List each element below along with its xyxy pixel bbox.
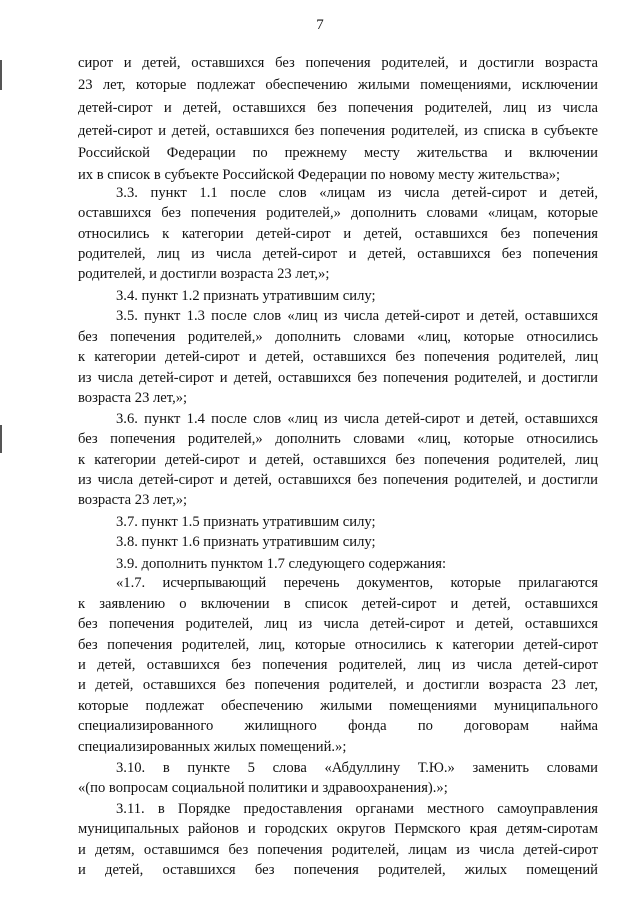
text-line: без попечения родителей, лиц из числа детей-сирот и детей, оставшихся bbox=[78, 616, 598, 632]
text-line: к заявлению о включении в список детей-сирот и детей, оставшихся bbox=[78, 596, 598, 612]
text-line: «(по вопросам социальной политики и здравоохранения).»; bbox=[78, 780, 448, 796]
text-line: их в список в субъекте Российской Федерации по новому месту жительства»; bbox=[78, 167, 561, 183]
text-line: 3.10. в пункте 5 слова «Абдуллину Т.Ю.» заменить словами bbox=[116, 760, 598, 776]
text-line: «1.7. исчерпывающий перечень документов, которые прилагаются bbox=[116, 575, 598, 591]
page-number: 7 bbox=[316, 17, 324, 33]
text-line: Российской Федерации по прежнему месту жительства и включении bbox=[78, 145, 598, 161]
text-line: без попечения родителей, лиц, которые относились к категории детей-сирот bbox=[78, 637, 598, 653]
left-edge-mark bbox=[0, 425, 2, 453]
text-line: и детей, оставшихся без попечения родителей, жилых помещений bbox=[78, 862, 598, 878]
text-line: из числа детей-сирот и детей, оставшихся без попечения родителей, и достигли bbox=[78, 472, 598, 488]
left-edge-mark bbox=[0, 60, 2, 90]
text-line: детей-сирот и детей, оставшихся без попечения родителей, лиц из числа bbox=[78, 100, 598, 116]
text-line: без попечения родителей,» дополнить словами «лиц, которые относились bbox=[78, 329, 598, 345]
text-line: к категории детей-сирот и детей, оставшихся без попечения родителей, лиц bbox=[78, 452, 598, 468]
text-line: сирот и детей, оставшихся без попечения родителей, и достигли возраста bbox=[78, 55, 598, 71]
text-line: 3.3. пункт 1.1 после слов «лицам из числа детей-сирот и детей, bbox=[116, 185, 598, 201]
text-line: 3.11. в Порядке предоставления органами местного самоуправления bbox=[116, 801, 598, 817]
text-line: 23 лет, которые подлежат обеспечению жилыми помещениями, исключении bbox=[78, 77, 598, 93]
text-line: к категории детей-сирот и детей, оставшихся без попечения родителей, лиц bbox=[78, 349, 598, 365]
text-line: и детей, оставшихся без попечения родителей, и достигли возраста 23 лет, bbox=[78, 677, 598, 693]
text-line: и детей, оставшихся без попечения родителей, лиц из числа детей-сирот bbox=[78, 657, 598, 673]
text-line: из числа детей-сирот и детей, оставшихся без попечения родителей, и достигли bbox=[78, 370, 598, 386]
text-line: которые подлежат обеспечению жилыми помещениями муниципального bbox=[78, 698, 598, 714]
text-line: и детям, оставшимся без попечения родителей, лицам из числа детей-сирот bbox=[78, 842, 598, 858]
text-line: 3.6. пункт 1.4 после слов «лиц из числа детей-сирот и детей, оставшихся bbox=[116, 411, 598, 427]
text-line: 3.9. дополнить пунктом 1.7 следующего содержания: bbox=[116, 556, 447, 572]
text-line: возраста 23 лет,»; bbox=[78, 492, 188, 508]
text-line: 3.7. пункт 1.5 признать утратившим силу; bbox=[116, 514, 376, 530]
text-line: без попечения родителей,» дополнить словами «лиц, которые относились bbox=[78, 431, 598, 447]
text-line: 3.4. пункт 1.2 признать утратившим силу; bbox=[116, 288, 376, 304]
text-line: муниципальных районов и городских округов Пермского края детям-сиротам bbox=[78, 821, 598, 837]
text-line: специализированного жилищного фонда по договорам найма bbox=[78, 718, 598, 734]
text-line: 3.5. пункт 1.3 после слов «лиц из числа детей-сирот и детей, оставшихся bbox=[116, 308, 598, 324]
text-line: родителей, лиц из числа детей-сирот и детей, оставшихся без попечения bbox=[78, 246, 598, 262]
text-line: детей-сирот и детей, оставшихся без попечения родителей, из списка в субъекте bbox=[78, 123, 598, 139]
text-line: относились к категории детей-сирот и детей, оставшихся без попечения bbox=[78, 226, 598, 242]
text-line: специализированных жилых помещений.»; bbox=[78, 739, 347, 755]
text-line: 3.8. пункт 1.6 признать утратившим силу; bbox=[116, 534, 376, 550]
text-line: оставшихся без попечения родителей,» дополнить словами «лицам, которые bbox=[78, 205, 598, 221]
text-line: возраста 23 лет,»; bbox=[78, 390, 188, 406]
text-line: родителей, и достигли возраста 23 лет,»; bbox=[78, 266, 330, 282]
